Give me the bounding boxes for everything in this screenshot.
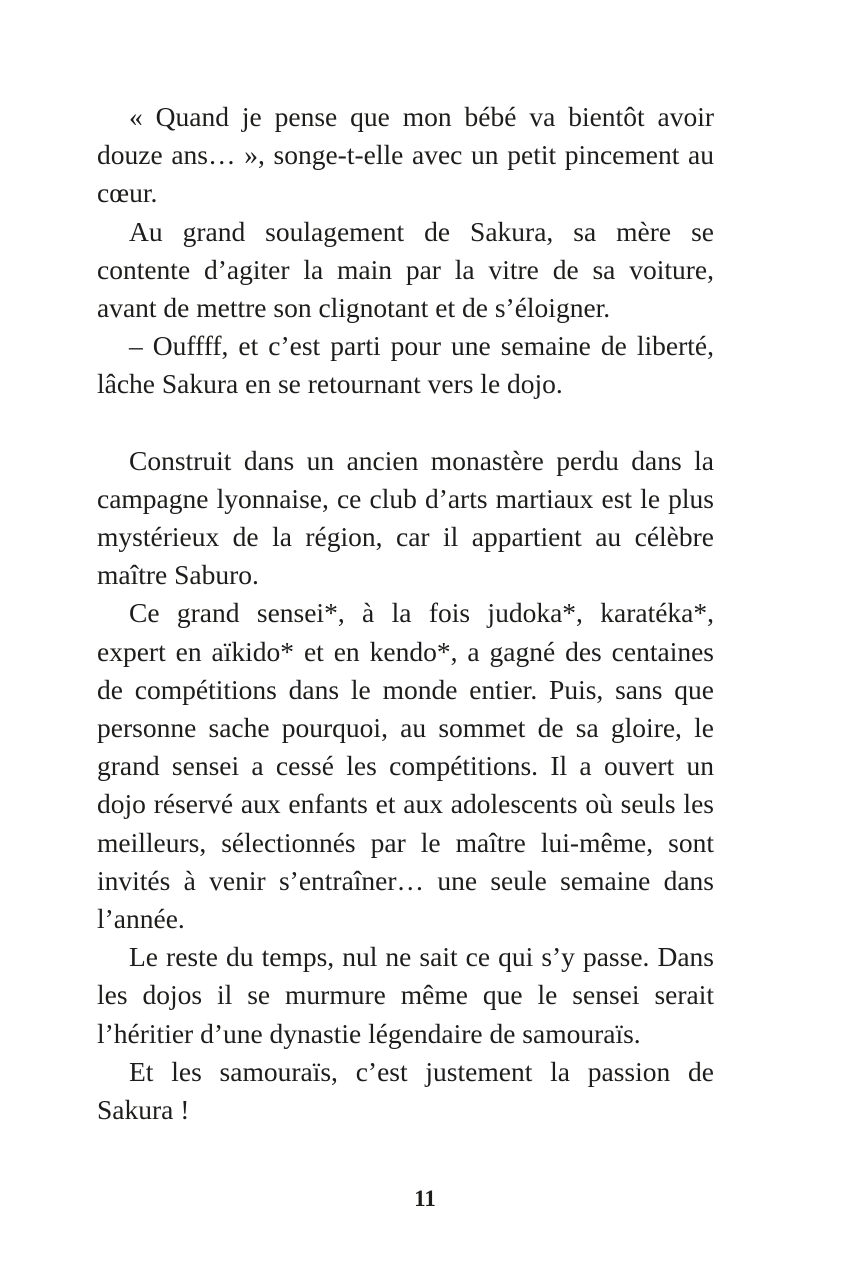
paragraph: Le reste du temps, nul ne sait ce qui s’y passe. Dans les dojos il se murmure même que le sensei serait l’héritier d’une dynastie légendaire de samouraïs. (97, 941, 714, 1049)
paragraph: Et les samouraïs, c’est justement la passion de Sakura ! (97, 1055, 714, 1126)
paragraph: Construit dans un ancien monastère perdu dans la campagne lyonnaise, ce club d’arts martiaux est le plus mystérieux de la région, car il appartient au célèbre maître Saburo. (97, 444, 714, 591)
paragraph: Ce grand sensei*, à la fois judoka*, karatéka*, expert en aïkido* et en kendo*, a gagné des centaines de compétitions dans le monde entier. Puis, sans que personne sache pourquoi, au sommet de sa gloire, le grand sensei a cessé les compétitions. Il a ouvert un dojo réservé aux enfants et aux adolescents où seuls les meilleurs, sélectionnés par le maître lui-même, sont invités à venir s’entraîner… une seule semaine dans l’année. (97, 597, 714, 935)
page-body (97, 98, 714, 1129)
paragraph: – Ouffff, et c’est parti pour une semaine de liberté, lâche Sakura en se retournant vers le dojo. (97, 330, 714, 400)
paragraph: « Quand je pense que mon bébé va bientôt avoir douze ans… », songe-t-elle avec un petit pincement au cœur. (97, 101, 714, 209)
page-number: 11 (414, 1186, 436, 1211)
paragraph: Au grand soulagement de Sakura, sa mère se contente d’agiter la main par la vitre de sa voiture, avant de mettre son clignotant et de s’éloigner. (97, 215, 714, 324)
section-break (97, 404, 714, 442)
